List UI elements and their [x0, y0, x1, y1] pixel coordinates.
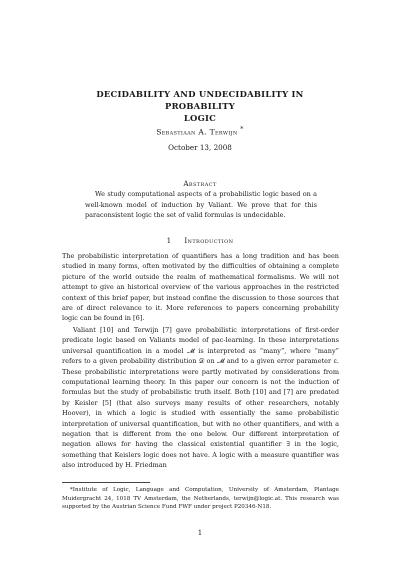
abstract-heading: Abstract — [183, 179, 217, 188]
section-number: 1 — [166, 236, 172, 245]
author-footnote: *Institute of Logic, Language and Computation, University of Amsterdam, Plantage Muidergracht 24, 1018 TV Amsterdam, the Netherlands, terwijn@logic.at. This research was supported by the Austrian Science Fund FWF under project P20346-N18. — [62, 487, 339, 511]
author-footnote-mark[interactable]: * — [240, 126, 244, 133]
section-title: Introduction — [184, 236, 234, 245]
page-number: 1 — [197, 529, 203, 537]
footnote-rule — [62, 482, 150, 483]
intro-paragraph-1: The probabilistic interpretation of quantifiers has a long tradition and has been studied in many forms, often motivated by the difficulties of obtaining a complete picture of the world outside the realm of mathematical formalisms. We will not attempt to give an historical overview of the various approaches in the restricted context of this brief paper, but instead confine the discussion to those sources that are of direct relevance to it. More references to papers concerning probability logic can be found in [6]. — [62, 252, 339, 323]
author-line — [60, 126, 340, 137]
author-name: Sebastiaan A. Terwijn — [156, 127, 238, 137]
paper-date: October 13, 2008 — [168, 143, 232, 152]
paper-title — [60, 88, 340, 124]
paper-title-line-2: LOGIC — [183, 113, 217, 123]
intro-paragraph-2: Valiant [10] and Terwijn [7] gave probabilistic interpretations of first-order predicate logic based on Valiants model of pac-learning. In these interpretations universal quantification in a model 𝓜 is interpreted as “many”, where “many” refers to a given probability distribution 𝒟 on 𝓜 and to a given error parameter ε. These probabilistic interpretations were partly motivated by considerations from computational learning theory. In this paper our concern is not the induction of formulas but the study of probabilistic truth itself. Both [10] and [7] are predated by Keisler [5] (that also surveys many results of other researchers, notably Hoover), in which a logic is studied with essentially the same probabilistic interpretation of universal quantification, but with no other quantifiers, and with a negation that is different from the one below. Our different interpretation of negation allows for having the classical existential quantifier ∃ in the logic, something that Keislers logic does not have. A logic with a measure quantifier was also introduced by H. Friedman — [62, 326, 339, 470]
abstract-text: We study computational aspects of a probabilistic logic based on a well-known model of induction by Valiant. We prove that for this paraconsistent logic the set of valid formulas is undecidable. — [85, 190, 317, 219]
section-heading — [60, 236, 340, 245]
paper-title-line-1: DECIDABILITY AND UNDECIDABILITY IN PROBABILITY — [96, 89, 304, 111]
